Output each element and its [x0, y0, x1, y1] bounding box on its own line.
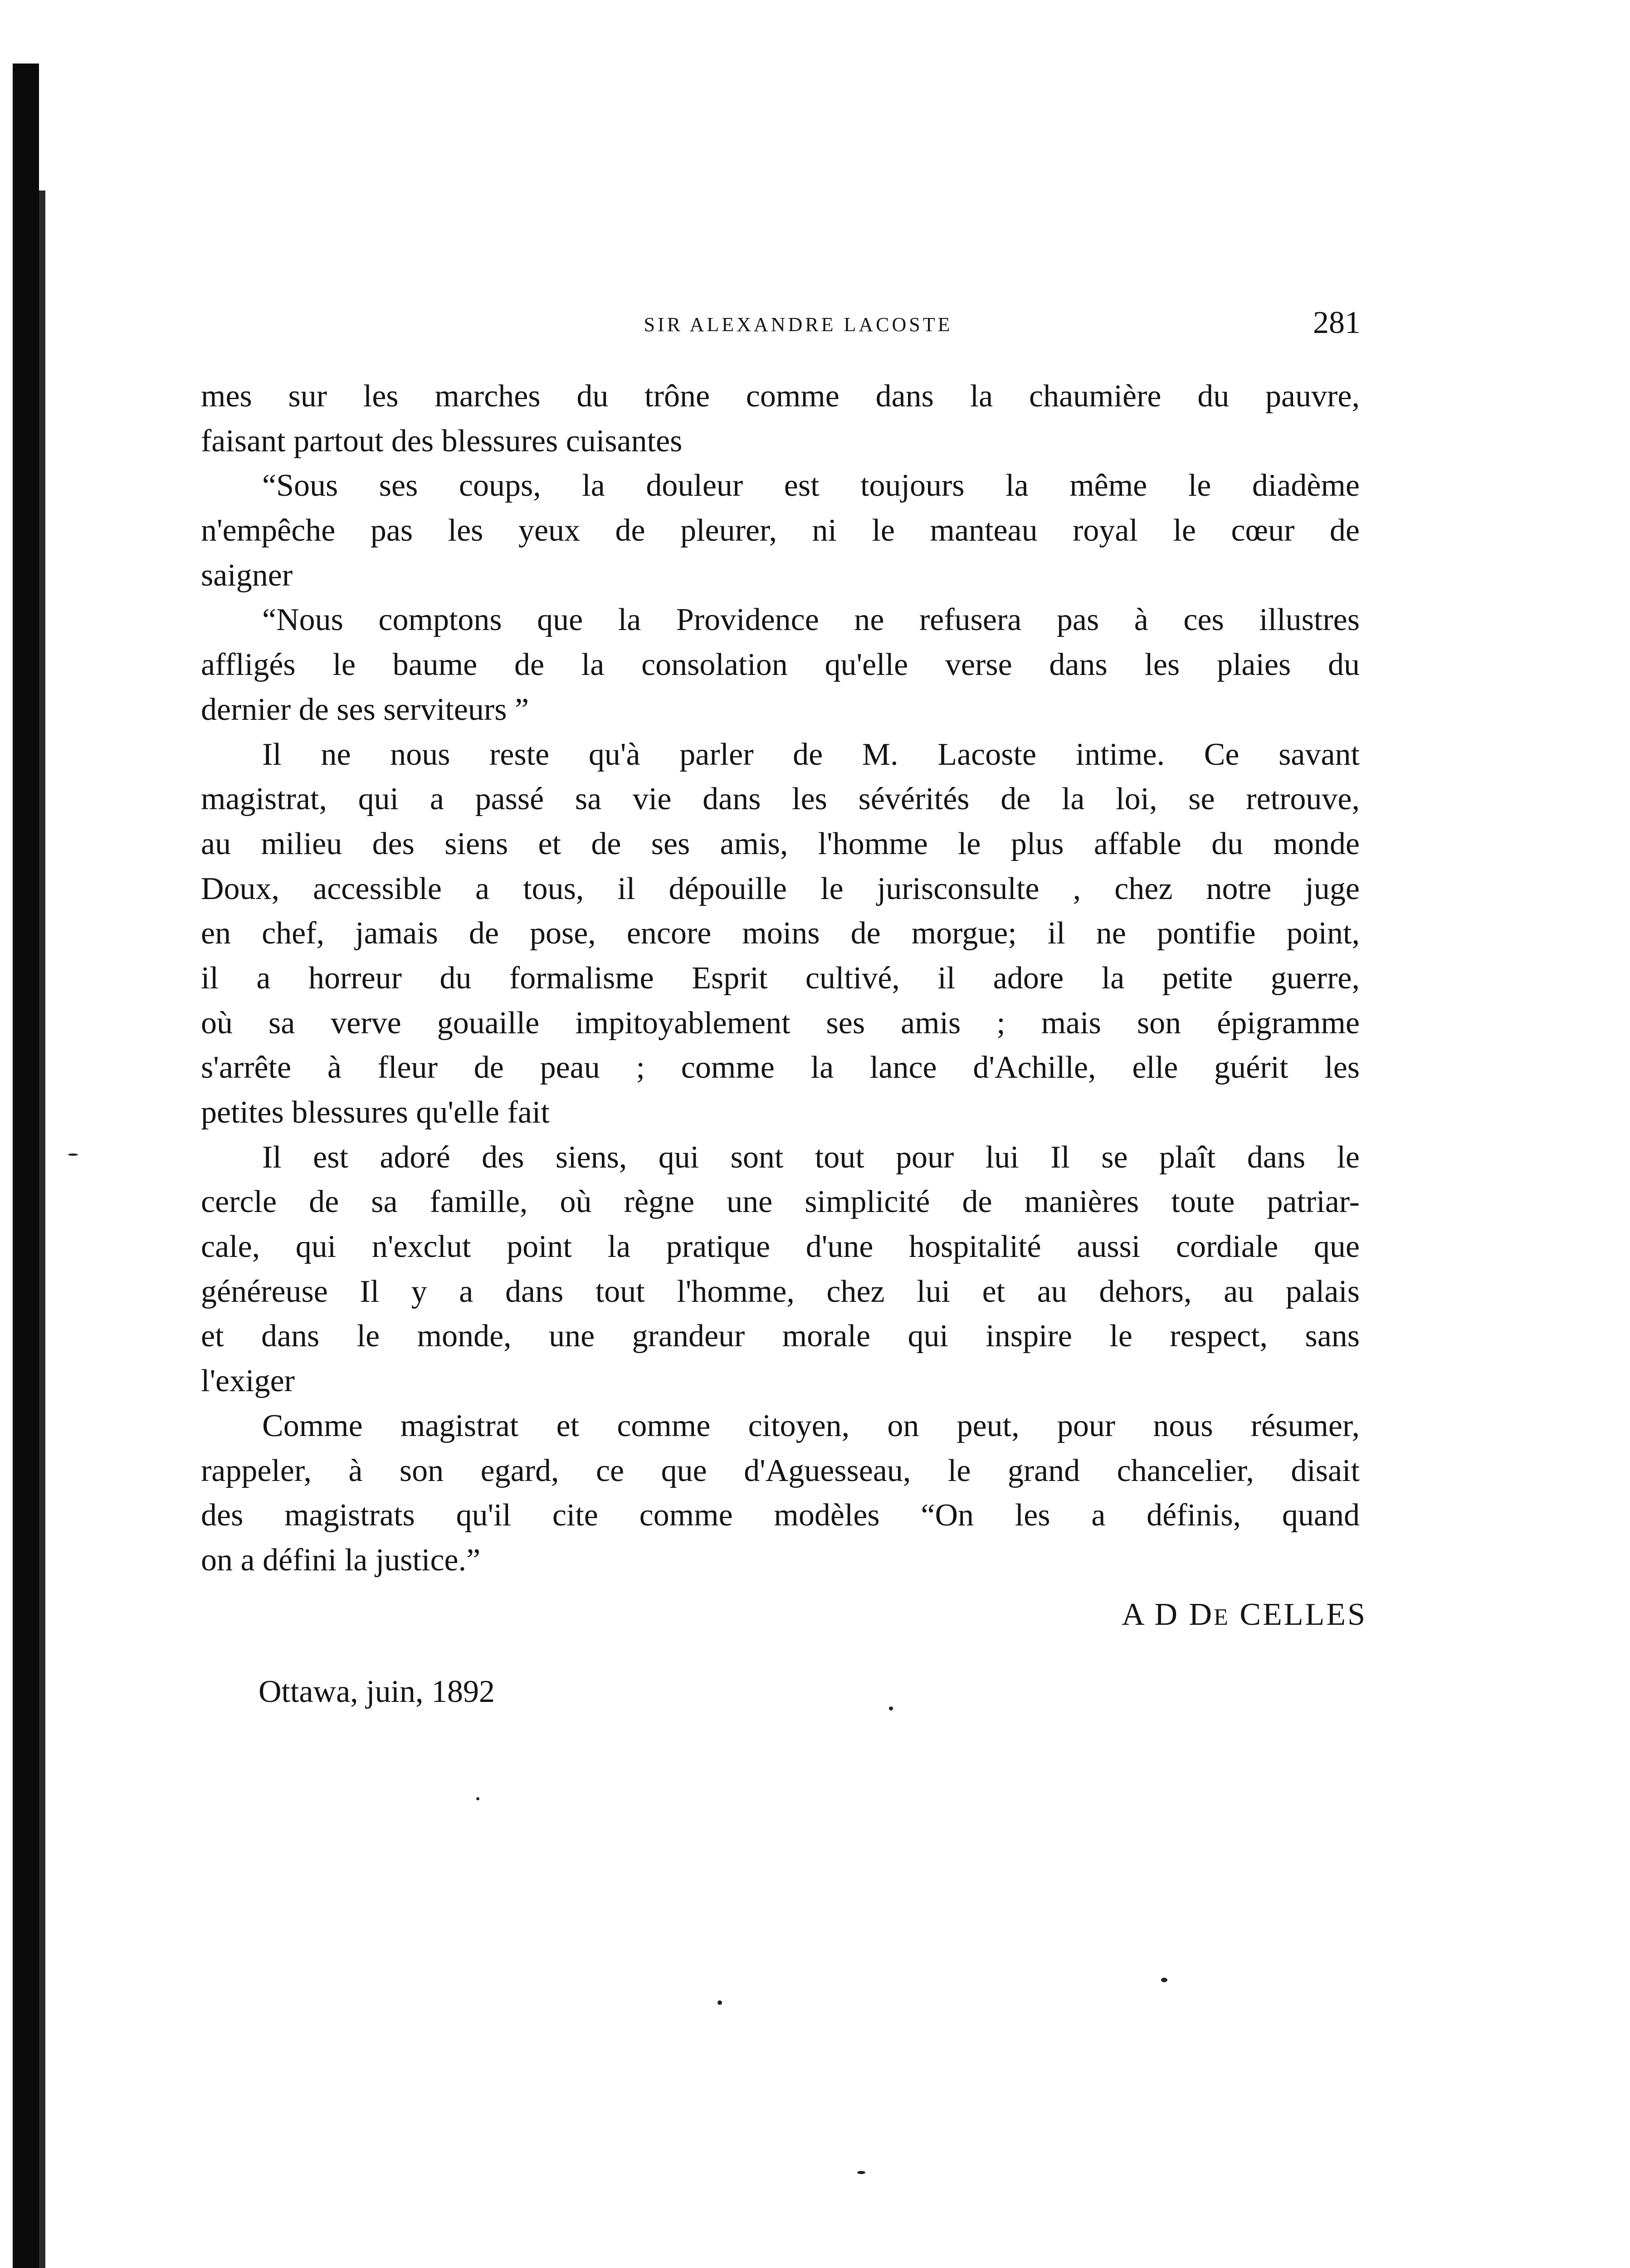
text-line: généreuse Il y a dans tout l'homme, chez lui et au dehors, au palais [201, 1274, 1360, 1309]
binding-edge-shadow-inner [39, 191, 45, 2268]
text-line: il a horreur du formalisme Esprit cultivé, il adore la petite guerre, [201, 960, 1360, 996]
text-line: des magistrats qu'il cite comme modèles “On les a définis, quand [201, 1498, 1360, 1533]
text-line: faisant partout des blessures cuisantes [201, 423, 683, 459]
text-line: au milieu des siens et de ses amis, l'homme le plus affable du monde [201, 826, 1360, 861]
text-line: rappeler, à son egard, ce que d'Aguesseau, le grand chancelier, disait [201, 1453, 1360, 1488]
print-speck [889, 1706, 893, 1711]
text-line: cale, qui n'exclut point la pratique d'une hospitalité aussi cordiale que [201, 1229, 1360, 1265]
text-line: en chef, jamais de pose, encore moins de morgue; il ne pontifie point, [201, 916, 1360, 951]
author-signature [1122, 1597, 1367, 1633]
signature-particle: DE [1189, 1597, 1230, 1632]
print-speck [476, 1797, 479, 1800]
running-title: SIR ALEXANDRE LACOSTE [644, 313, 953, 336]
print-speck [717, 2000, 722, 2005]
text-line: où sa verve gouaille impitoyablement ses amis ; mais son épigramme [201, 1005, 1360, 1041]
text-line: affligés le baume de la consolation qu'elle verse dans les plaies du [201, 647, 1360, 683]
body-text [201, 374, 1360, 1583]
text-line: Comme magistrat et comme citoyen, on peut, pour nous résumer, [262, 1408, 1360, 1443]
text-line: Doux, accessible a tous, il dépouille le jurisconsulte , chez notre juge [201, 871, 1360, 906]
dateline: Ottawa, juin, 1892 [259, 1674, 495, 1709]
text-line: et dans le monde, une grandeur morale qui inspire le respect, sans [201, 1319, 1360, 1354]
signature-initials: A D [1122, 1597, 1180, 1632]
text-line: saigner [201, 557, 293, 593]
signature-surname: CELLES [1240, 1597, 1367, 1632]
binding-edge-shadow [13, 64, 39, 2268]
text-line: “Nous comptons que la Providence ne refusera pas à ces illustres [262, 602, 1360, 638]
print-speck [1161, 1978, 1167, 1982]
page-number: 281 [1313, 305, 1361, 340]
text-line: Il est adoré des siens, qui sont tout pour lui Il se plaît dans le [262, 1139, 1360, 1175]
text-line: cercle de sa famille, où règne une simplicité de manières toute patriar- [201, 1184, 1360, 1220]
text-line: n'empêche pas les yeux de pleurer, ni le manteau royal le cœur de [201, 513, 1360, 548]
text-line: s'arrête à fleur de peau ; comme la lance d'Achille, elle guérit les [201, 1050, 1360, 1085]
text-line: dernier de ses serviteurs ” [201, 692, 529, 727]
text-line: l'exiger [201, 1364, 295, 1399]
text-line: on a défini la justice.” [201, 1542, 481, 1578]
text-line: magistrat, qui a passé sa vie dans les sévérités de la loi, se retrouve, [201, 782, 1360, 817]
text-line: petites blessures qu'elle fait [201, 1095, 550, 1130]
text-line: “Sous ses coups, la douleur est toujours la même le diadème [262, 468, 1360, 503]
text-line: mes sur les marches du trône comme dans la chaumière du pauvre, [201, 379, 1360, 414]
running-head [200, 305, 1361, 341]
print-speck [68, 1154, 78, 1156]
print-speck [857, 2171, 865, 2174]
text-line: Il ne nous reste qu'à parler de M. Lacoste intime. Ce savant [262, 737, 1360, 772]
